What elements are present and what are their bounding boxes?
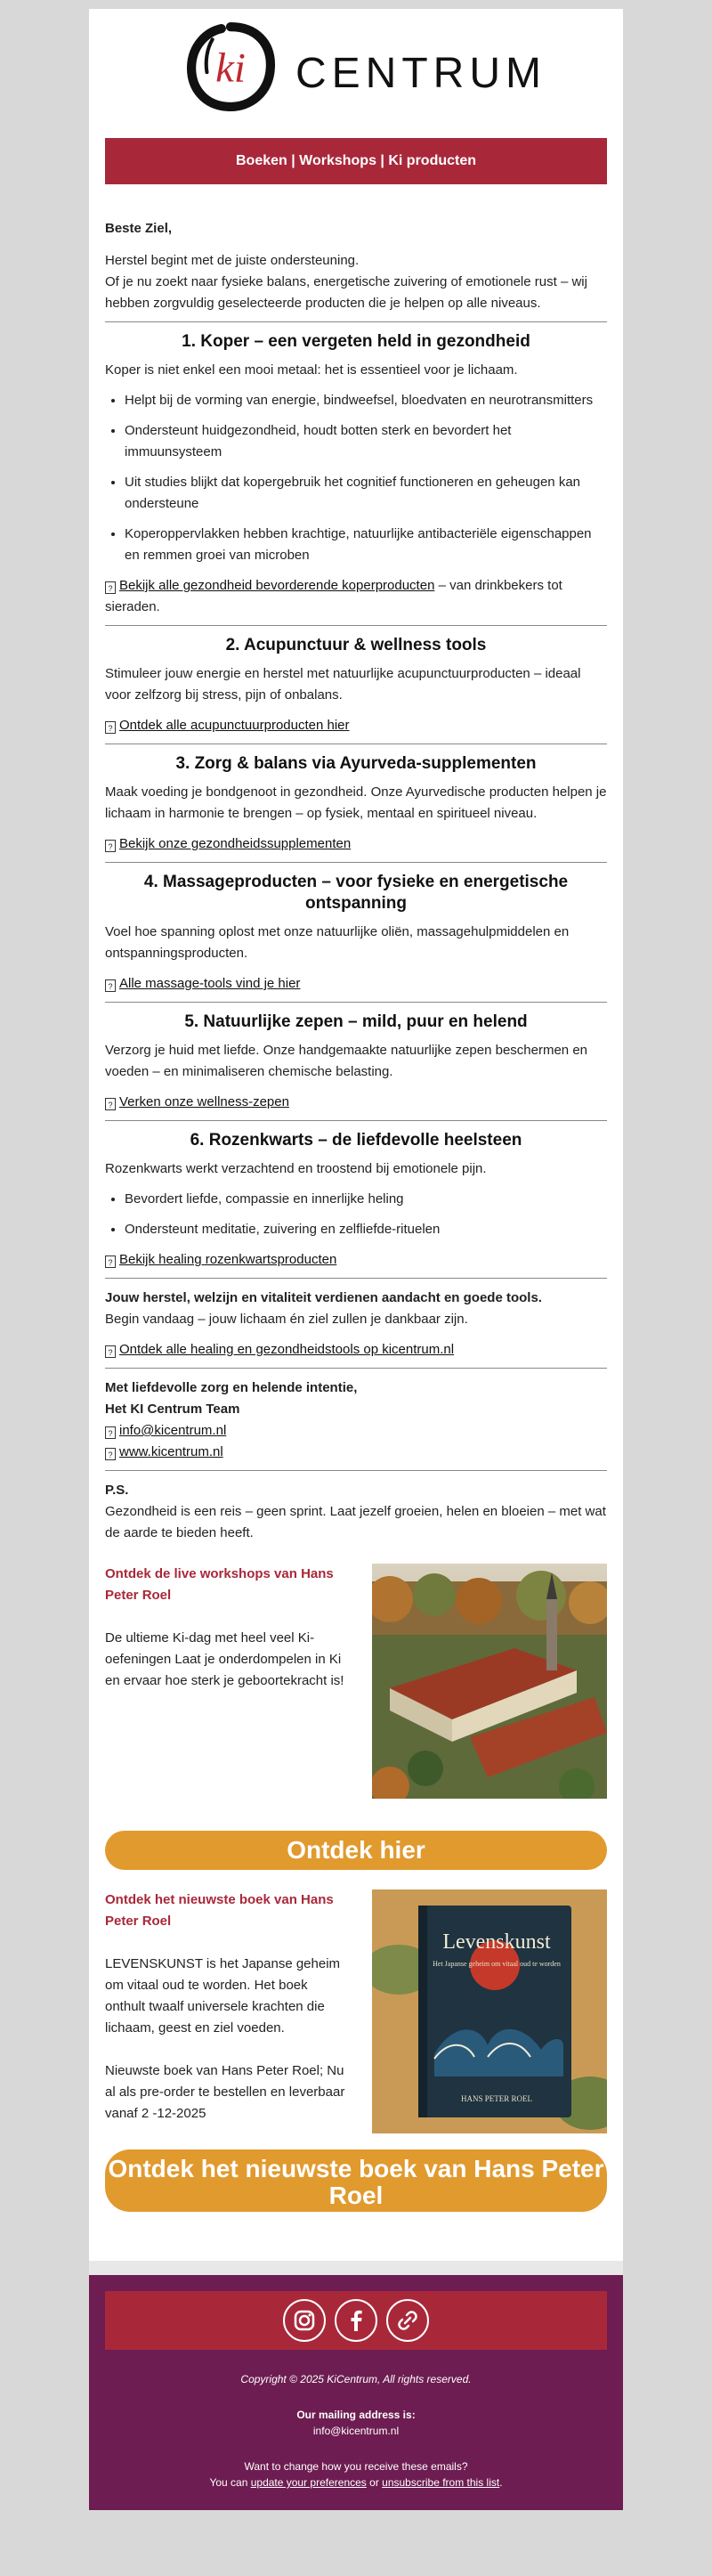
book-promo-text — [105, 1889, 345, 2125]
footer — [89, 2275, 623, 2510]
section-body-ayurveda: Maak voeding je bondgenoot in gezondheid. Onze Ayurvedische producten helpen je lichaam in harmonie te brengen – op fysiek, mentaal en spiritueel niveau. — [105, 784, 607, 821]
list-item: • Bevordert liefde, compassie en innerlijke heling — [125, 1189, 607, 1210]
monastery-aerial-image[interactable] — [372, 1564, 607, 1799]
link-icon[interactable] — [386, 2299, 429, 2342]
globe-icon: ? — [105, 1448, 116, 1460]
workshop-promo — [105, 1564, 607, 1822]
workshop-promo-text — [105, 1564, 345, 1692]
closing-text: Begin vandaag – jouw lichaam én ziel zullen je dankbaar zijn. — [105, 1312, 468, 1327]
divider — [105, 625, 607, 626]
signature-line-1: Met liefdevolle zorg en helende intentie, — [105, 1380, 358, 1395]
zepen-link-line — [105, 1092, 607, 1113]
book-promo-body-2: Nieuwste boek van Hans Peter Roel; Nu al als pre-order te bestellen en leverbaar vanaf 2 -12-2025 — [105, 2063, 345, 2121]
book-promo-title: Ontdek het nieuwste boek van Hans Peter Roel — [105, 1892, 334, 1929]
section-body-rozenkwarts: Rozenkwarts werkt verzachtend en troostend bij emotionele pijn. — [105, 1161, 487, 1176]
signature-web-line — [105, 1442, 607, 1463]
monastery-illustration — [372, 1564, 607, 1799]
section-body-massage: Voel hoe spanning oplost met onze natuurlijke oliën, massagehulpmiddelen en ontspanningsproducten. — [105, 924, 570, 961]
divider — [105, 1002, 607, 1003]
section-title-massage: 4. Massageproducten – voor fysieke en energetische ontspanning — [143, 873, 569, 913]
link-glyph-icon: ? — [105, 979, 116, 992]
list-item: • Uit studies blijkt dat kopergebruik het cognitief functioneren en geheugen kan ondersteune — [125, 472, 607, 515]
section-body-koper: Koper is niet enkel een mooi metaal: het is essentieel voor je lichaam. — [105, 362, 518, 378]
acupunctuur-link-line — [105, 715, 607, 736]
change-question: Want to change how you receive these emails? — [244, 2460, 468, 2473]
koper-link-suffix: – van drinkbekers tot sieraden. — [105, 578, 562, 614]
footer-spacer — [89, 2261, 623, 2275]
intro-line-1: Herstel begint met de juiste ondersteuning. — [105, 253, 360, 268]
zepen-link[interactable]: Verken onze wellness-zepen — [119, 1094, 289, 1109]
intro-line-2: Of je nu zoekt naar fysieke balans, energetische zuivering of emotionele rust – wij hebben zorgvuldig geselecteerde producten die je helpen op alle niveaus. — [105, 274, 587, 311]
list-item: • Ondersteunt huidgezondheid, houdt botten sterk en bevordert het immuunsysteem — [125, 420, 607, 463]
koper-benefits-list — [105, 390, 607, 566]
book-cta-button[interactable]: Ontdek het nieuwste boek van Hans Peter Roel — [105, 2149, 607, 2212]
workshop-promo-body: De ultieme Ki-dag met heel veel Ki-oefeningen Laat je onderdompelen in Ki en ervaar hoe sterk je geboortekracht is! — [105, 1630, 344, 1688]
kicentrum-tools-link[interactable]: Ontdek alle healing en gezondheidstools op kicentrum.nl — [119, 1342, 455, 1357]
massage-link-line — [105, 973, 607, 995]
divider — [105, 1120, 607, 1121]
acupunctuur-link[interactable]: Ontdek alle acupunctuurproducten hier — [119, 718, 350, 733]
divider — [105, 1278, 607, 1279]
ayurveda-link-line — [105, 833, 607, 855]
rozenkwarts-link[interactable]: Bekijk healing rozenkwartsproducten — [119, 1252, 337, 1267]
email-body — [89, 184, 623, 2261]
unsubscribe-link[interactable]: unsubscribe from this list — [382, 2476, 500, 2489]
list-item: • Koperoppervlakken hebben krachtige, natuurlijke antibacteriële eigenschappen en remmen groei van microben — [125, 524, 607, 566]
section-title-acupunctuur: 2. Acupunctuur & wellness tools — [225, 636, 487, 654]
section-title-ayurveda: 3. Zorg & balans via Ayurveda-supplementen — [175, 754, 537, 773]
book-author: HANS PETER ROEL — [460, 2094, 533, 2103]
divider — [105, 1368, 607, 1369]
update-preferences-link[interactable]: update your preferences — [250, 2476, 367, 2489]
list-item: • Helpt bij de vorming van energie, bindweefsel, bloedvaten en neurotransmitters — [125, 390, 607, 411]
divider — [105, 321, 607, 322]
link-glyph-icon: ? — [105, 840, 116, 852]
ayurveda-link[interactable]: Bekijk onze gezondheidssupplementen — [119, 836, 352, 851]
rozenkwarts-benefits-list — [105, 1189, 607, 1240]
book-cover-image[interactable] — [372, 1889, 607, 2133]
list-item: • Ondersteunt meditatie, zuivering en zelfliefde-rituelen — [125, 1219, 607, 1240]
section-body-acupunctuur: Stimuleer jouw energie en herstel met natuurlijke acupunctuurproducten – ideaal voor zelfzorg bij stress, pijn of onbalans. — [105, 666, 581, 703]
section-body-zepen: Verzorg je huid met liefde. Onze handgemaakte natuurlijke zepen beschermen en voeden – en minimaliseren chemische belasting. — [105, 1043, 587, 1079]
closing-bold: Jouw herstel, welzijn en vitaliteit verdienen aandacht en goede tools. — [105, 1290, 542, 1305]
book-title: Levenskunst — [442, 1930, 551, 1954]
address: info@kicentrum.nl — [312, 2425, 400, 2437]
link-glyph-icon: ? — [105, 1345, 116, 1358]
rozenkwarts-link-line — [105, 1249, 607, 1271]
section-title-rozenkwarts: 6. Rozenkwarts – de liefdevolle heelsteen — [190, 1131, 522, 1150]
signature-email-line — [105, 1420, 607, 1442]
link-glyph-icon: ? — [105, 1098, 116, 1110]
section-title-koper: 1. Koper – een vergeten held in gezondheid — [182, 332, 530, 351]
email-container — [89, 9, 623, 2510]
divider — [105, 862, 607, 863]
website-link[interactable]: www.kicentrum.nl — [119, 1444, 223, 1459]
workshop-cta-button[interactable]: Ontdek hier — [105, 1831, 607, 1870]
link-glyph-icon: ? — [105, 581, 116, 594]
workshop-promo-title: Ontdek de live workshops van Hans Peter Roel — [105, 1566, 334, 1603]
link-glyph-icon: ? — [105, 721, 116, 734]
koper-link-line — [105, 575, 607, 618]
copyright: Copyright © 2025 KiCentrum, All rights reserved. — [240, 2373, 472, 2385]
email-link[interactable]: info@kicentrum.nl — [119, 1423, 227, 1438]
email-icon: ? — [105, 1426, 116, 1439]
greeting: Beste Ziel, — [105, 221, 173, 236]
link-glyph-icon: ? — [105, 1255, 116, 1268]
address-label: Our mailing address is: — [296, 2409, 416, 2421]
book-cover-illustration — [372, 1889, 607, 2133]
book-promo-body-1: LEVENSKUNST is het Japanse geheim om vitaal oud te worden. Het boek onthult twaalf universele krachten die lichaam, geest en ziel voeden. — [105, 1956, 341, 2036]
top-nav-bar[interactable]: Boeken | Workshops | Ki producten — [105, 138, 607, 184]
ps-text: Gezondheid is een reis – geen sprint. Laat jezelf groeien, helen en bloeien – met wat de aarde te bieden heeft. — [105, 1504, 606, 1540]
book-subtitle: Het Japanse geheim om vitaal oud te worden — [433, 1960, 561, 1968]
preferences-line: You can update your preferences or unsubscribe from this list. — [209, 2476, 503, 2489]
brand-name: CENTRUM — [295, 50, 546, 97]
signature-line-2: Het KI Centrum Team — [105, 1402, 240, 1417]
book-promo — [105, 1889, 607, 2148]
section-title-zepen: 5. Natuurlijke zepen – mild, puur en helend — [184, 1012, 528, 1031]
social-bar — [105, 2291, 607, 2350]
ki-enso-logo-icon — [185, 21, 276, 112]
logo-mark: ki — [215, 45, 246, 92]
instagram-icon[interactable] — [283, 2299, 326, 2342]
divider — [105, 1470, 607, 1471]
header-logo[interactable] — [89, 9, 623, 138]
koper-products-link[interactable]: Bekijk alle gezondheid bevorderende koperproducten — [119, 578, 435, 593]
closing-link-line — [105, 1339, 607, 1361]
facebook-icon[interactable] — [335, 2299, 377, 2342]
ps-label: P.S. — [105, 1483, 129, 1498]
massage-link[interactable]: Alle massage-tools vind je hier — [119, 976, 301, 991]
